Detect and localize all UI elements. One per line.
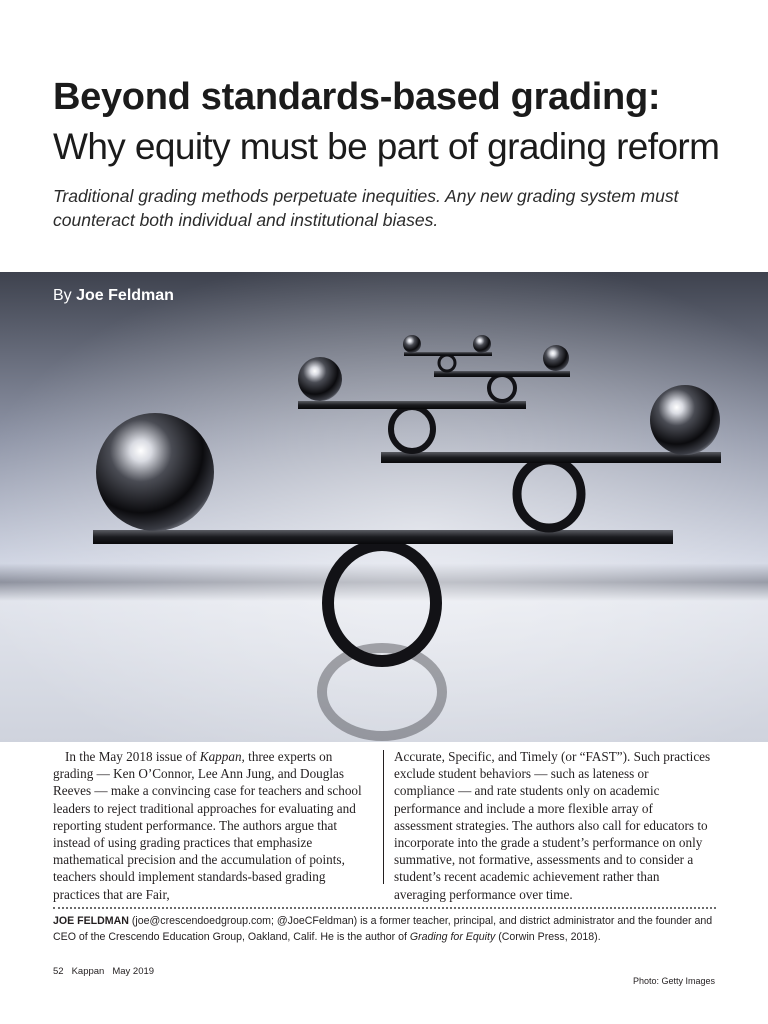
article-title: Beyond standards-based grading:: [53, 76, 661, 118]
bio-text-start: (joe@crescendoedgroup.com; @JoeCFeldman) is a former teacher, principal, and district administrator and the founder and CEO of the Crescendo Education Group, Oakland, Calif. He is the author of: [53, 915, 713, 943]
balance-sculpture-illustration: [0, 272, 768, 742]
footer-journal: Kappan: [71, 966, 105, 977]
byline: [53, 287, 174, 305]
page-number: 52: [53, 966, 64, 977]
dotted-divider: [53, 907, 716, 909]
photo-credit: Photo: Getty Images: [632, 976, 715, 986]
body-column-1: [53, 748, 363, 903]
byline-prefix: By: [53, 287, 72, 304]
author-name: Joe Feldman: [76, 287, 174, 304]
journal-name: Kappan,: [199, 749, 245, 764]
page-footer: [53, 966, 162, 977]
article-subtitle: Why equity must be part of grading reform: [53, 126, 720, 167]
col1-text-end: three experts on grading — Ken O’Connor, Lee Ann Jung, and Douglas Reeves — make a convincing case for teachers and school leaders to reject traditional approaches for evaluating and reporting student performance. The authors argue that instead of using grading practices that emphasize mathematical precision and the accumulation of points, teachers should implement standards-based grading practices that are Fair,: [53, 749, 362, 902]
hero-photo: [0, 272, 768, 742]
footer-issue: May 2019: [112, 966, 155, 977]
bio-text-end: (Corwin Press, 2018).: [495, 931, 601, 943]
bio-author-name: JOE FELDMAN: [53, 915, 129, 927]
column-divider: [383, 750, 384, 884]
author-bio: [53, 913, 718, 945]
col1-text-start: In the May 2018 issue of: [65, 749, 200, 764]
book-title: Grading for Equity: [409, 931, 496, 943]
article-dek: Traditional grading methods perpetuate inequities. Any new grading system must counteract both individual and institutional biases.: [53, 186, 679, 230]
body-column-2: Accurate, Specific, and Timely (or “FAST”). Such practices exclude student behaviors — such as lateness or compliance — and rate students only on academic performance and include a more flexible array of assessment strategies. The authors also call for educators to incorporate into the grade a student’s performance on only summative, not formative, assessments and to consider a student’s recent academic achievement rather than averaging performance over time.: [394, 749, 711, 902]
